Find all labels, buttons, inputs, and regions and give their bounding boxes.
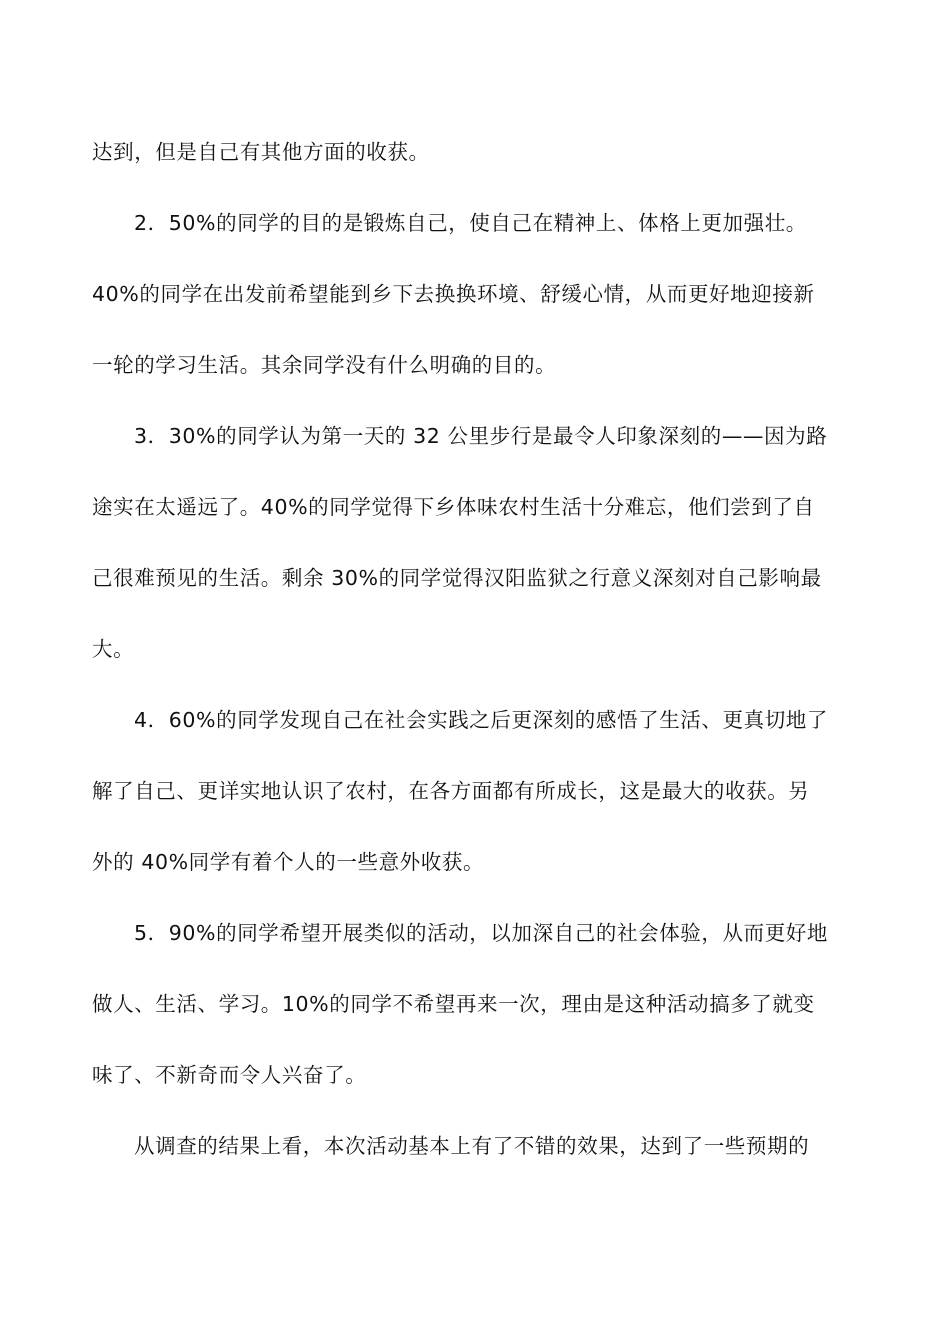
text-line: 从调查的结果上看，本次活动基本上有了不错的效果，达到了一些预期的 [134, 1134, 810, 1158]
text-line: 40%的同学在出发前希望能到乡下去换换环境、舒缓心情，从而更好地迎接新 [92, 282, 815, 306]
text-line: 味了、不新奇而令人兴奋了。 [92, 1063, 367, 1087]
text-line: 外的 40%同学有着个人的一些意外收获。 [92, 850, 485, 874]
text-line: 5．90%的同学希望开展类似的活动，以加深自己的社会体验，从而更好地 [134, 921, 829, 945]
text-line: 3．30%的同学认为第一天的 32 公里步行是最令人印象深刻的——因为路 [134, 424, 828, 448]
text-line: 4．60%的同学发现自己在社会实践之后更深刻的感悟了生活、更真切地了 [134, 708, 829, 732]
text-line: 大。 [92, 637, 135, 661]
text-line: 途实在太遥远了。40%的同学觉得下乡体味农村生活十分难忘，他们尝到了自 [92, 495, 815, 519]
text-line: 达到，但是自己有其他方面的收获。 [92, 140, 430, 164]
text-line: 解了自己、更详实地认识了农村，在各方面都有所成长，这是最大的收获。另 [92, 779, 810, 803]
text-line: 己很难预见的生活。剩余 30%的同学觉得汉阳监狱之行意义深刻对自己影响最 [92, 566, 822, 590]
text-line: 做人、生活、学习。10%的同学不希望再来一次，理由是这种活动搞多了就变 [92, 992, 815, 1016]
text-line: 2．50%的同学的目的是锻炼自己，使自己在精神上、体格上更加强壮。 [134, 211, 807, 235]
text-line: 一轮的学习生活。其余同学没有什么明确的目的。 [92, 353, 557, 377]
